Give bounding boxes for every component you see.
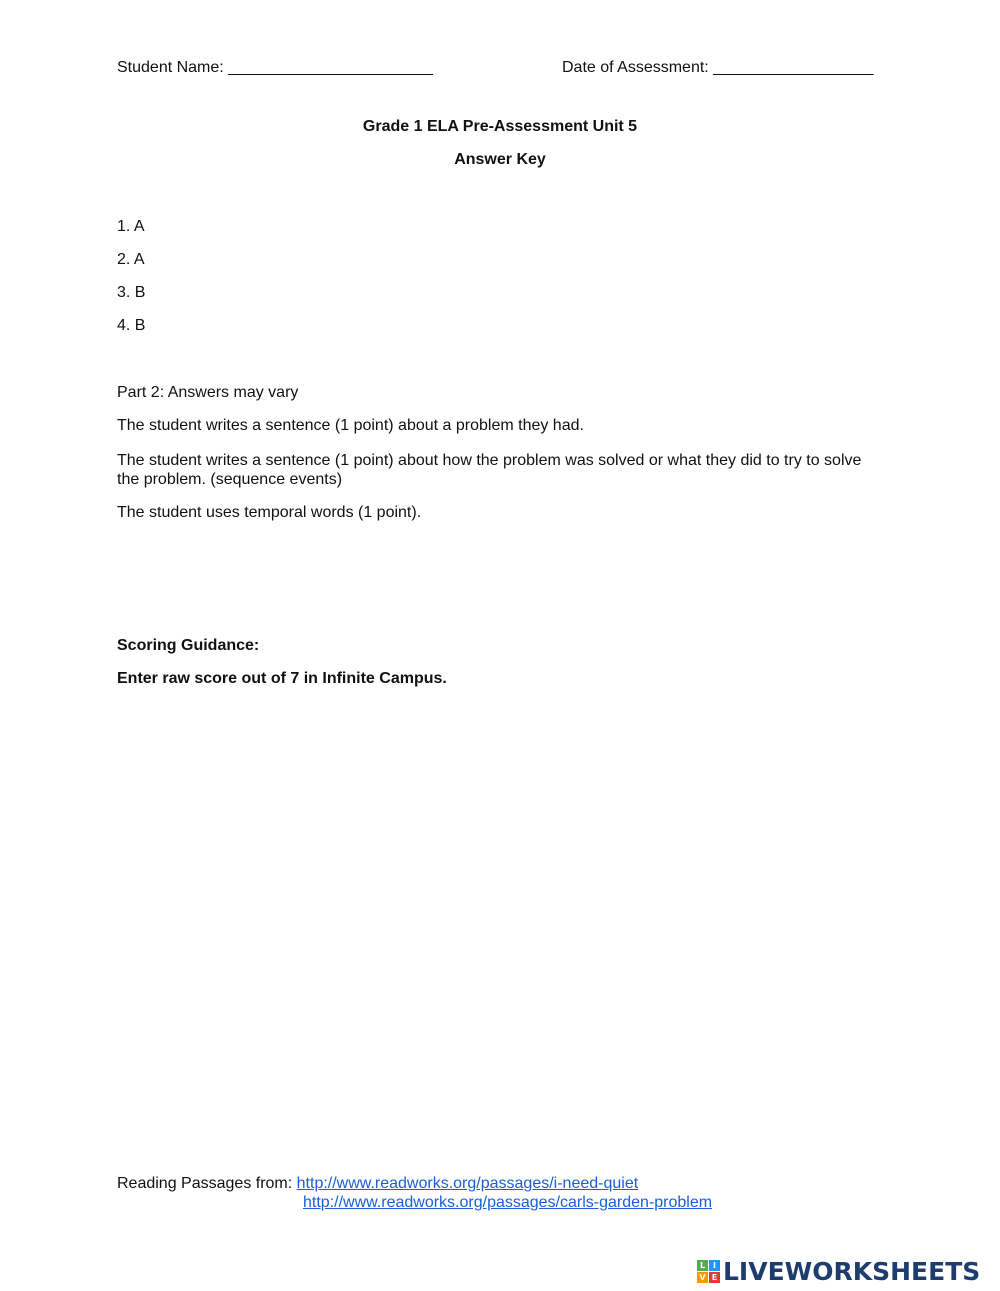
document-title: Grade 1 ELA Pre-Assessment Unit 5 bbox=[362, 118, 638, 135]
part2-criterion-2: The student writes a sentence (1 point) about how the problem was solved or what they did to try to solve the problem. (sequence events) bbox=[117, 452, 862, 488]
logo-text: LIVEWORKSHEETS bbox=[723, 1256, 981, 1286]
logo-block-i: I bbox=[709, 1260, 720, 1271]
part2-criterion-3: The student uses temporal words (1 point). bbox=[117, 504, 422, 521]
reading-passages-label: Reading Passages from: bbox=[117, 1175, 297, 1192]
student-name-line: Student Name: _______________________ bbox=[117, 59, 433, 76]
logo-block-l: L bbox=[697, 1260, 708, 1271]
passage-link-i-need-quiet[interactable]: http://www.readworks.org/passages/i-need-quiet bbox=[296, 1175, 639, 1192]
document-subtitle: Answer Key bbox=[454, 151, 546, 168]
logo-block-e: E bbox=[709, 1272, 720, 1283]
scoring-guidance-heading: Scoring Guidance: bbox=[117, 637, 260, 654]
logo-blocks-icon bbox=[697, 1260, 720, 1283]
logo-block-v: V bbox=[697, 1272, 708, 1283]
part2-criterion-1: The student writes a sentence (1 point) about a problem they had. bbox=[117, 417, 584, 434]
answer-item-3: 3. B bbox=[117, 284, 146, 301]
answer-item-2: 2. A bbox=[117, 251, 145, 268]
date-of-assessment-line: Date of Assessment: __________________ bbox=[562, 59, 874, 76]
reading-passages-footer bbox=[117, 1175, 638, 1193]
passage-link-carls-garden-problem[interactable]: http://www.readworks.org/passages/carls-garden-problem bbox=[303, 1194, 713, 1211]
answer-item-4: 4. B bbox=[117, 317, 146, 334]
part2-heading: Part 2: Answers may vary bbox=[117, 384, 299, 401]
scoring-guidance-instruction: Enter raw score out of 7 in Infinite Campus. bbox=[117, 670, 447, 687]
answer-item-1: 1. A bbox=[117, 218, 145, 235]
liveworksheets-logo bbox=[697, 1257, 980, 1285]
